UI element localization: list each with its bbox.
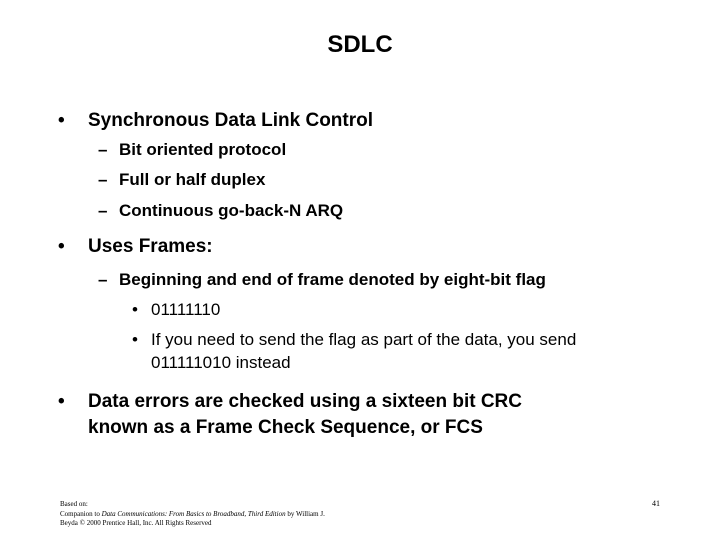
dash-marker: –: [98, 201, 108, 220]
footer-line-1: Based on:: [60, 500, 88, 508]
bullet-marker: •: [132, 330, 138, 349]
sub-sub-bullet-stuffing-cont: 011111010 instead: [151, 353, 291, 372]
bullet-marker: •: [58, 236, 65, 257]
bullet-3-line-1: Data errors are checked using a sixteen bit CRC: [88, 391, 522, 412]
bullet-1-text: Synchronous Data Link Control: [88, 110, 374, 131]
bullet-3-line-2: known as a Frame Check Sequence, or FCS: [88, 417, 483, 438]
sub-sub-bullet-flag-value: 01111110: [151, 300, 221, 319]
sub-bullet-duplex: Full or half duplex: [119, 170, 266, 189]
bullet-2-text: Uses Frames:: [88, 236, 213, 257]
footer-line-2: [60, 510, 325, 520]
slide-title: SDLC: [327, 31, 393, 58]
footer-line-2-prefix: Companion to: [60, 509, 100, 518]
bullet-marker: •: [58, 391, 65, 412]
dash-marker: –: [98, 140, 108, 159]
sub-bullet-bit-oriented: Bit oriented protocol: [119, 140, 287, 159]
dash-marker: –: [98, 170, 108, 189]
footer-citation: [60, 500, 325, 529]
sub-bullet-frame-flag: Beginning and end of frame denoted by eight-bit flag: [119, 270, 546, 289]
bullet-marker: •: [58, 110, 65, 131]
footer-line-3: Beyda © 2000 Prentice Hall, Inc. All Rights Reserved: [60, 519, 212, 527]
dash-marker: –: [98, 270, 108, 289]
page-number: 41: [652, 499, 660, 508]
footer-book-title: Data Communications: From Basics to Broadband, Third Edition: [101, 509, 286, 518]
sub-bullet-arq: Continuous go-back-N ARQ: [119, 201, 344, 220]
sub-sub-bullet-stuffing: If you need to send the flag as part of the data, you send: [151, 330, 577, 349]
bullet-marker: •: [132, 300, 138, 319]
footer-line-2-suffix: by William J.: [287, 509, 325, 518]
